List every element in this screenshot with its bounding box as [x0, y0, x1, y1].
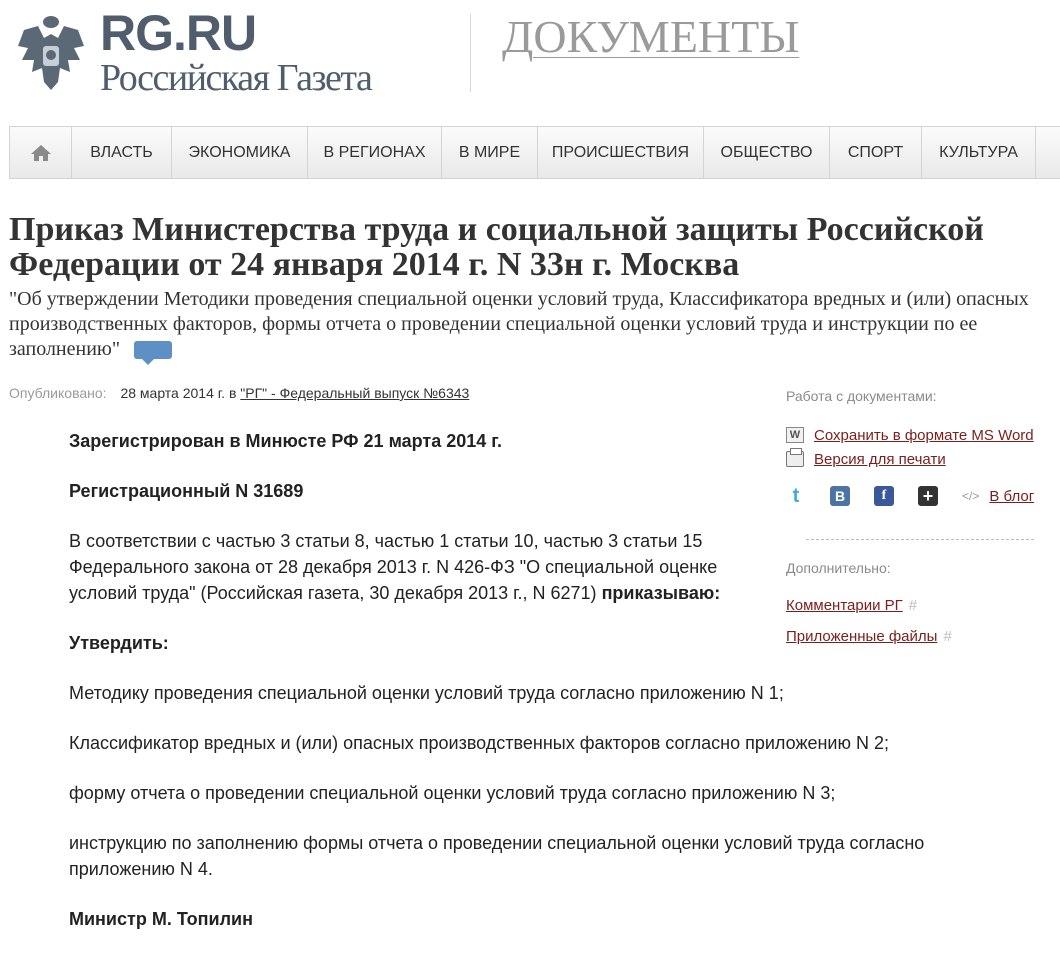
- comment-bubble-icon[interactable]: [134, 341, 172, 359]
- logo-rg-ru[interactable]: RG.RU: [100, 5, 257, 61]
- comments-hash[interactable]: #: [908, 597, 918, 614]
- list-item: Методику проведения специальной оценки условий труда согласно приложению N 1;: [69, 683, 784, 703]
- approve-heading: Утвердить:: [69, 633, 169, 653]
- page-title: Приказ Министерства труда и социальной защиты Российской Федерации от 24 января 2014 г. N 33н г. Москва: [9, 211, 984, 283]
- publication-meta: [9, 385, 469, 401]
- save-word-row: [786, 423, 1046, 447]
- attached-files-link[interactable]: Приложенные файлы: [786, 628, 938, 645]
- attached-row: [786, 621, 1046, 652]
- intro-paragraph: [69, 528, 759, 606]
- save-word-link[interactable]: Сохранить в формате MS Word: [814, 426, 1034, 444]
- blog-share: [962, 488, 1034, 505]
- document-sidebar: [786, 388, 1046, 652]
- coat-of-arms-icon[interactable]: [14, 12, 88, 92]
- attached-hash[interactable]: #: [943, 628, 952, 645]
- sidebar-divider: [806, 539, 1034, 540]
- registration-number: Регистрационный N 31689: [69, 481, 304, 501]
- list-item: инструкцию по заполнению формы отчета о проведении специальной оценки условий труда согласно приложению N 4.: [69, 833, 925, 879]
- nav-home-button[interactable]: [10, 127, 72, 178]
- blog-link[interactable]: В блог: [989, 487, 1035, 505]
- print-row: [786, 447, 1046, 471]
- nav-item-obshchestvo[interactable]: ОБЩЕСТВО: [704, 127, 830, 178]
- registration-line: Зарегистрирован в Минюсте РФ 21 марта 2014 г.: [69, 431, 502, 451]
- list-item: Классификатор вредных и (или) опасных производственных факторов согласно приложению N 2;: [69, 733, 890, 753]
- list-item: форму отчета о проведении специальной оценки условий труда согласно приложению N 3;: [69, 783, 836, 803]
- comments-link[interactable]: Комментарии РГ: [786, 597, 903, 614]
- nav-item-v-regionah[interactable]: В РЕГИОНАХ: [308, 127, 442, 178]
- home-icon: [30, 144, 52, 162]
- published-date: 28 марта 2014 г. в: [120, 385, 237, 401]
- nav-item-ekonomika[interactable]: ЭКОНОМИКА: [172, 127, 308, 178]
- comments-row: [786, 590, 1046, 621]
- page-subtitle: [9, 287, 1059, 362]
- issue-link[interactable]: "РГ" - Федеральный выпуск №6343: [240, 385, 470, 401]
- section-documents-link[interactable]: ДОКУМЕНТЫ: [502, 11, 800, 62]
- published-label: Опубликовано:: [9, 385, 107, 401]
- nav-item-sport[interactable]: СПОРТ: [830, 127, 922, 178]
- nav-item-v-mire[interactable]: В МИРЕ: [442, 127, 538, 178]
- nav-item-kultura[interactable]: КУЛЬТУРА: [922, 127, 1036, 178]
- nav-item-proisshestviya[interactable]: ПРОИСШЕСТВИЯ: [538, 127, 704, 178]
- main-nav: [9, 126, 1060, 179]
- code-icon: </>: [962, 489, 980, 503]
- social-share: [786, 483, 1046, 509]
- signature: Министр М. Топилин: [69, 909, 253, 929]
- nav-item-vlast[interactable]: ВЛАСТЬ: [72, 127, 172, 178]
- print-version-link[interactable]: Версия для печати: [814, 450, 946, 468]
- google-plus-icon[interactable]: +: [918, 486, 938, 506]
- intro-bold: приказываю:: [601, 583, 721, 603]
- intro-text: В соответствии с частью 3 статьи 8, частью 1 статьи 10, частью 3 статьи 15 Федерального закона от 28 декабря 2013 г. N 426-ФЗ "О специальной оценке условий труда" (Российская газета, 30 декабря 2013 г., N 6271): [69, 531, 718, 603]
- printer-icon: [786, 451, 804, 467]
- vk-icon[interactable]: B: [830, 486, 850, 506]
- site-header: [0, 0, 1060, 120]
- header-divider: [470, 14, 471, 92]
- subtitle-text: "Об утверждении Методики проведения специальной оценки условий труда, Классификатора вредных и (или) опасных производственных факторов, формы отчета о проведении специальной оценки условий труда и инструкции по ее заполнению": [9, 288, 1029, 360]
- twitter-icon[interactable]: t: [786, 486, 806, 506]
- extra-heading: Дополнительно:: [786, 560, 891, 576]
- logo-rossiyskaya-gazeta[interactable]: Российская Газета: [100, 57, 372, 99]
- sidebar-heading: Работа с документами:: [786, 388, 937, 404]
- facebook-icon[interactable]: f: [874, 486, 894, 506]
- word-icon: W: [786, 427, 804, 443]
